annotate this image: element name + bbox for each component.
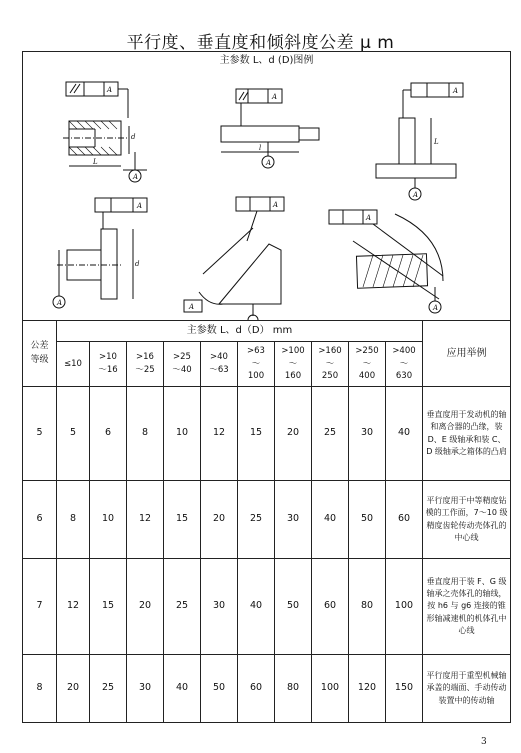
grade-cell: 7: [23, 559, 57, 655]
dimension-label: d: [131, 133, 136, 141]
tolerance-value-cell: 80: [349, 559, 386, 655]
dimension-label: L: [434, 138, 439, 146]
tolerance-value-cell: 100: [386, 559, 423, 655]
table-row: [23, 387, 511, 481]
tolerance-value-cell: 40: [164, 655, 201, 723]
tolerance-value-cell: 60: [312, 559, 349, 655]
tolerance-table: [22, 51, 511, 723]
table-row: [23, 655, 511, 723]
tolerance-value-cell: 20: [275, 387, 312, 481]
grade-cell: 5: [23, 387, 57, 481]
table-body: [23, 387, 511, 723]
dimension-label: d: [135, 260, 140, 268]
tolerance-value-cell: 12: [127, 481, 164, 559]
tolerance-value-cell: 25: [238, 481, 275, 559]
range-header-cell: >40 ～63: [201, 342, 238, 387]
tolerance-value-cell: 12: [201, 387, 238, 481]
tolerance-value-cell: 30: [127, 655, 164, 723]
datum-label: A: [189, 303, 195, 311]
fig-perpendicularity-block: [376, 83, 463, 200]
datum-label: A: [433, 304, 439, 312]
tolerance-value-cell: 100: [312, 655, 349, 723]
tolerance-value-cell: 50: [349, 481, 386, 559]
application-header: 应用举例: [423, 321, 511, 387]
tolerance-value-cell: 15: [90, 559, 127, 655]
dimension-label: L: [93, 158, 98, 166]
range-header-cell: >16 ～25: [127, 342, 164, 387]
tolerance-value-cell: 40: [238, 559, 275, 655]
tolerance-value-cell: 25: [312, 387, 349, 481]
fig-parallelism-plate: [221, 89, 319, 168]
tolerance-value-cell: 10: [164, 387, 201, 481]
tolerance-value-cell: 80: [275, 655, 312, 723]
tolerance-value-cell: 20: [57, 655, 90, 723]
main-param-header: 主参数 L、d（D） mm: [57, 321, 423, 342]
range-header-cell: >400 ～ 630: [386, 342, 423, 387]
fig-angularity-bore: [329, 210, 443, 313]
table-row: [23, 481, 511, 559]
tolerance-value-cell: 5: [57, 387, 90, 481]
grade-cell: 6: [23, 481, 57, 559]
diagram-illustrations: [23, 66, 511, 320]
datum-label: A: [273, 201, 279, 209]
tolerance-value-cell: 60: [238, 655, 275, 723]
tolerance-value-cell: 40: [386, 387, 423, 481]
tolerance-value-cell: 60: [386, 481, 423, 559]
fig-perpendicularity-shaft: [53, 198, 147, 308]
range-header-cell: >160 ～ 250: [312, 342, 349, 387]
tolerance-value-cell: 20: [201, 481, 238, 559]
tolerance-value-cell: 10: [90, 481, 127, 559]
datum-label: A: [413, 191, 419, 199]
tolerance-value-cell: 6: [90, 387, 127, 481]
grade-cell: 8: [23, 655, 57, 723]
tolerance-value-cell: 15: [164, 481, 201, 559]
range-header-cell: >63 ～ 100: [238, 342, 275, 387]
datum-label: A: [272, 93, 278, 101]
application-cell: 平行度用于中等精度钻模的工作面，7～10 级精度齿轮传动壳体孔的中心线: [423, 481, 511, 559]
tolerance-value-cell: 30: [349, 387, 386, 481]
application-cell: 平行度用于重型机械轴承盖的端面、手动传动装置中的传动轴: [423, 655, 511, 723]
table-row: [23, 559, 511, 655]
datum-label: A: [107, 86, 113, 94]
range-header-cell: >100 ～ 160: [275, 342, 312, 387]
tolerance-value-cell: 30: [275, 481, 312, 559]
fig-angularity-wedge: [184, 197, 284, 320]
datum-label: A: [266, 159, 272, 167]
tolerance-value-cell: 40: [312, 481, 349, 559]
application-cell: 垂直度用于装 F、G 级轴承之壳体孔的轴线，按 h6 与 g6 连接的锥形轴减速机的机体孔中心线: [423, 559, 511, 655]
tolerance-value-cell: 25: [90, 655, 127, 723]
page-number: 3: [481, 737, 487, 747]
tolerance-value-cell: 120: [349, 655, 386, 723]
tolerance-value-cell: 8: [57, 481, 90, 559]
figure-panel: [23, 52, 511, 321]
figure-caption: 主参数 L、d (D)图例: [219, 55, 314, 66]
range-header-cell: >250 ～ 400: [349, 342, 386, 387]
tolerance-value-cell: 50: [201, 655, 238, 723]
datum-label: A: [366, 214, 372, 222]
grade-header-text: 公差 等级: [30, 341, 49, 365]
dimension-label: l: [259, 144, 262, 152]
datum-label: A: [453, 87, 459, 95]
range-header-cell: ≤10: [57, 342, 90, 387]
range-header-cell: >25 ～40: [164, 342, 201, 387]
tolerance-value-cell: 25: [164, 559, 201, 655]
datum-label: A: [133, 173, 139, 181]
tolerance-value-cell: 30: [201, 559, 238, 655]
tolerance-value-cell: 150: [386, 655, 423, 723]
tolerance-value-cell: 8: [127, 387, 164, 481]
fig-parallelism-hole: [63, 82, 147, 182]
tolerance-value-cell: 50: [275, 559, 312, 655]
grade-header: [23, 321, 57, 387]
page-title: 平行度、垂直度和倾斜度公差 μ m: [126, 33, 395, 53]
datum-label: A: [137, 202, 143, 210]
tolerance-value-cell: 12: [57, 559, 90, 655]
tolerance-value-cell: 20: [127, 559, 164, 655]
datum-label: A: [57, 299, 63, 307]
range-header-cell: >10 ～16: [90, 342, 127, 387]
application-cell: 垂直度用于发动机的轴和离合器的凸缘，装 D、E 级轴承和装 C、D 级轴承之箱体的凸肩: [423, 387, 511, 481]
tolerance-value-cell: 15: [238, 387, 275, 481]
